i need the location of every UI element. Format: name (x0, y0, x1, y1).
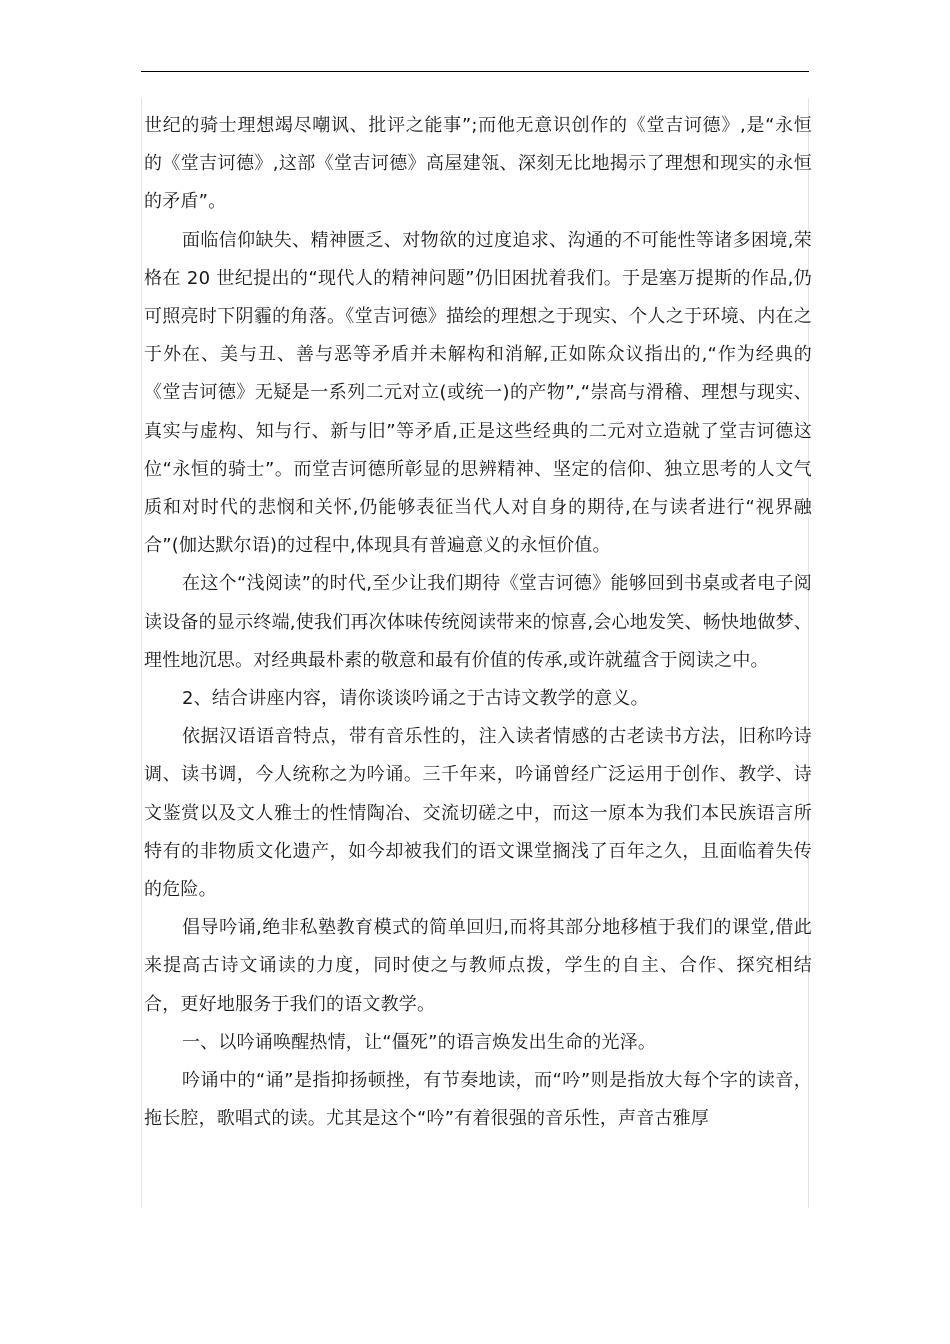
paragraph-3: 在这个“浅阅读”的时代,至少让我们期待《堂吉诃德》能够回到书桌或者电子阅读设备的显示终端,使我们再次体味传统阅读带来的惊喜,会心地发笑、畅快地做梦、理性地沉思。对经典最朴素的敬意和最有价值的传承,或许就蕴含于阅读之中。 (144, 573, 812, 671)
paragraph-6: 倡导吟诵,绝非私塾教育模式的简单回归,而将其部分地移植于我们的课堂,借此来提高古诗文诵读的力度，同时使之与教师点拨，学生的自主、合作、探究相结合，更好地服务于我们的语文教学。 (144, 917, 812, 1015)
paragraph-2: 面临信仰缺失、精神匮乏、对物欲的过度追求、沟通的不可能性等诸多困境,荣格在 20 世纪提出的“现代人的精神问题”仍旧困扰着我们。于是塞万提斯的作品,仍可照亮时下阴霾的角落。《堂吉诃德》描绘的理想之于现实、个人之于环境、内在之于外在、美与丑、善与恶等矛盾并未解构和消解,正如陈众议指出的,“作为经典的《堂吉诃德》无疑是一系列二元对立(或统一)的产物”,“崇高与滑稽、理想与现实、真实与虚构、知与行、新与旧”等矛盾,正是这些经典的二元对立造就了堂吉诃德这位“永恒的骑士”。而堂吉诃德所彰显的思辨精神、坚定的信仰、独立思考的人文气质和对时代的悲悯和关怀,仍能够表征当代人对自身的期待,在与读者进行“视界融合”(伽达默尔语)的过程中,体现具有普遍意义的永恒价值。 (144, 229, 812, 557)
header-rule (141, 71, 809, 72)
paragraph-5: 依据汉语语音特点，带有音乐性的，注入读者情感的古老读书方法，旧称吟诗调、读书调，今人统称之为吟诵。三千年来，吟诵曾经广泛运用于创作、教学、诗文鉴赏以及文人雅士的性情陶冶、交流切磋之中，而这一原本为我们本民族语言所特有的非物质文化遗产，如今却被我们的语文课堂搁浅了百年之久，且面临着失传的危险。 (144, 726, 812, 901)
document-body (144, 107, 812, 1138)
question-2: 2、结合讲座内容，请你谈谈吟诵之于古诗文教学的意义。 (182, 688, 649, 710)
paragraph-1: 世纪的骑士理想竭尽嘲讽、批评之能事”;而他无意识创作的《堂吉诃德》,是“永恒的《堂吉诃德》,这部《堂吉诃德》高屋建瓴、深刻无比地揭示了理想和现实的永恒的矛盾”。 (144, 115, 812, 213)
paragraph-8: 吟诵中的“诵”是指抑扬顿挫，有节奏地读，而“吟”则是指放大每个字的读音，拖长腔，歌唱式的读。尤其是这个“吟”有着很强的音乐性，声音古雅厚 (144, 1070, 812, 1130)
section-heading-1: 一、以吟诵唤醒热情，让“僵死”的语言焕发出生命的光泽。 (182, 1031, 657, 1053)
